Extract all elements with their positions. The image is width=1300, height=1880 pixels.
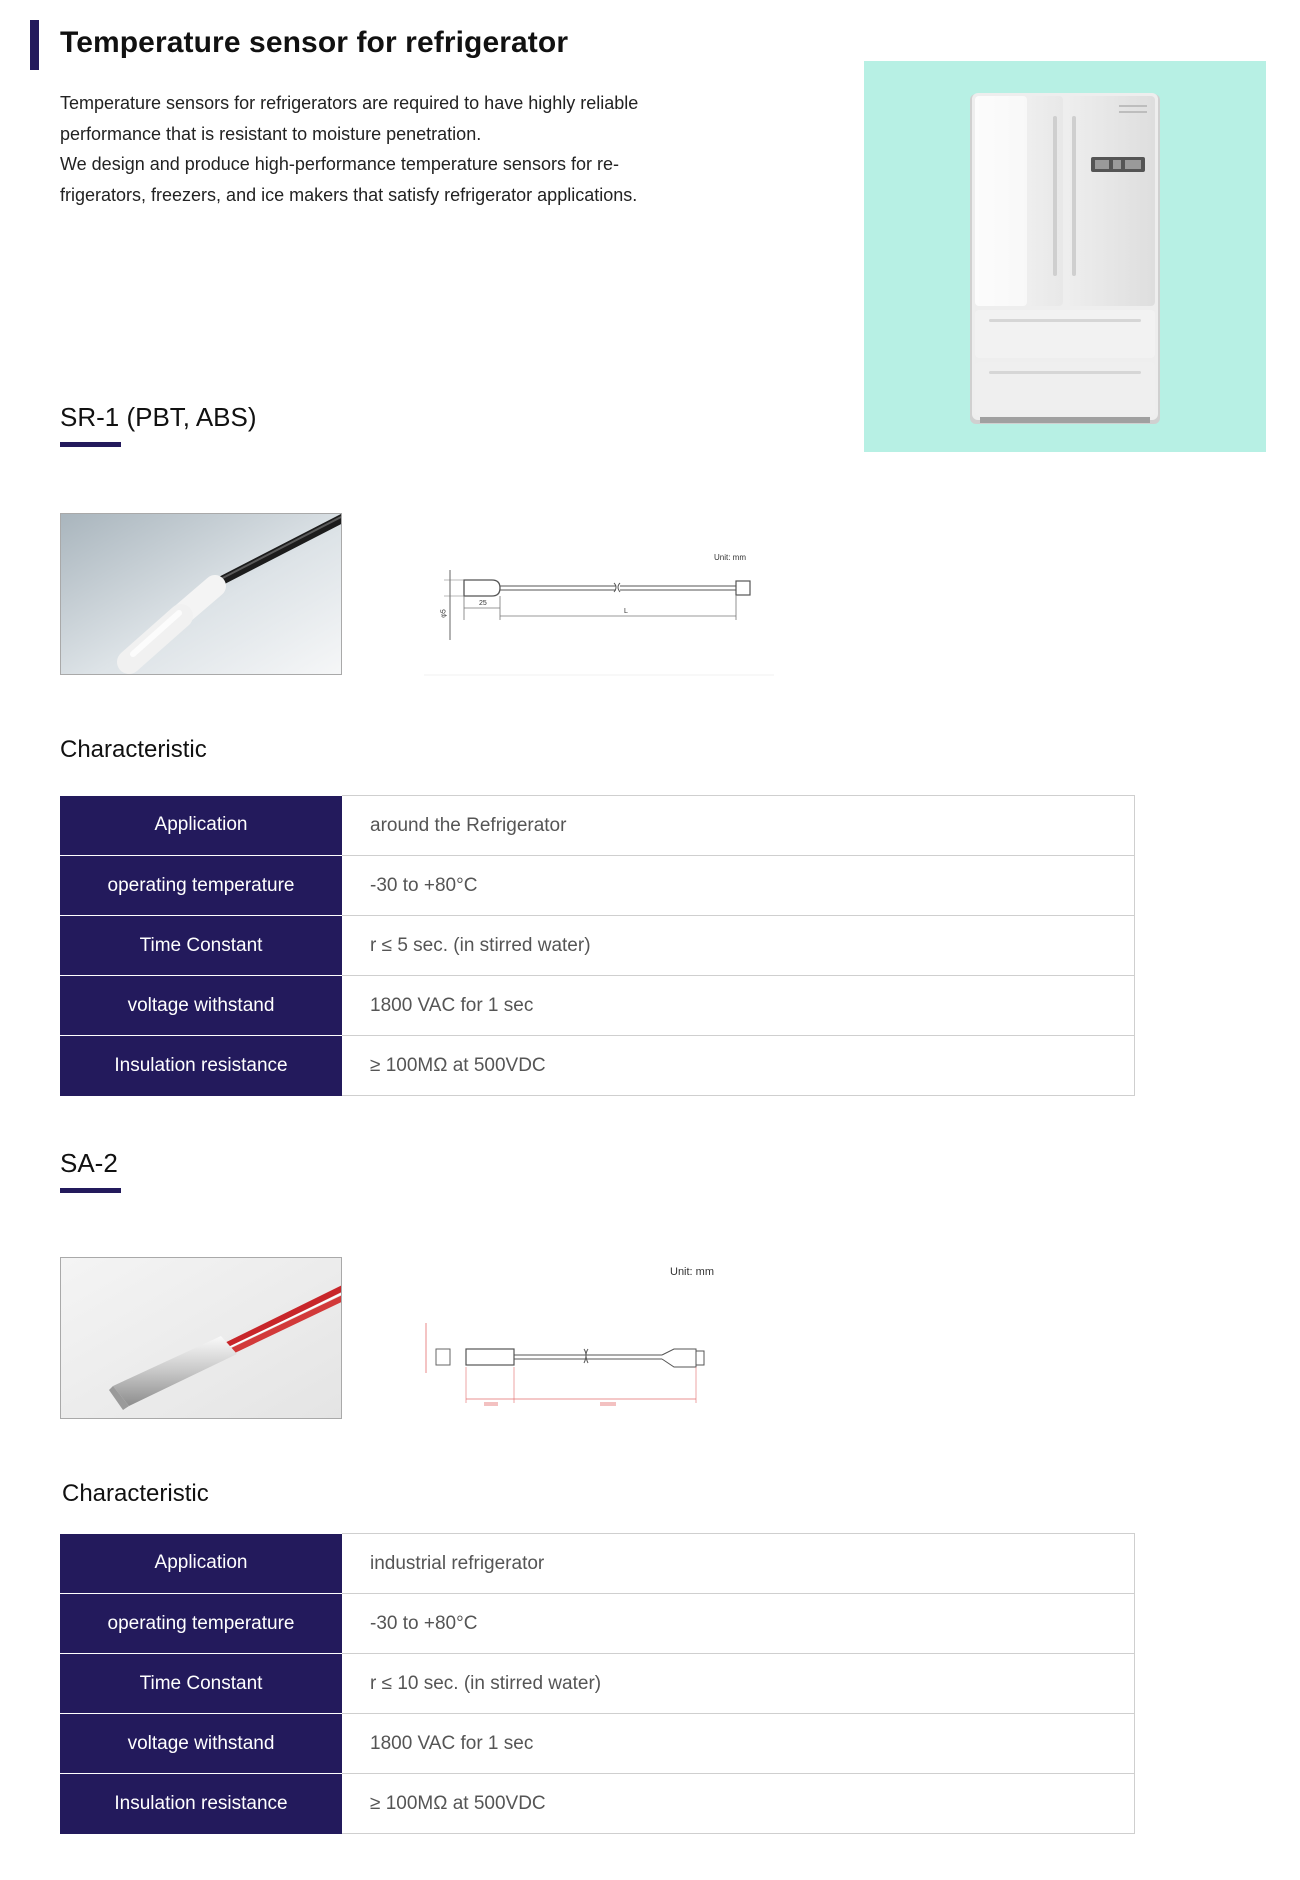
table-row (60, 1654, 1135, 1714)
spec-label: Application (60, 1534, 342, 1594)
page-title: Temperature sensor for refrigerator (60, 26, 569, 59)
intro-line: frigerators, freezers, and ice makers that satisfy refrigerator applications. (60, 184, 638, 205)
intro-line: performance that is resistant to moisture penetration. (60, 123, 482, 144)
spec-table (60, 1533, 1135, 1834)
spec-value: 1800 VAC for 1 sec (342, 1714, 1135, 1774)
spec-label: operating temperature (60, 1594, 342, 1654)
drawing-dimension-label: 25 (479, 600, 487, 607)
title-underline (60, 1188, 121, 1193)
spec-label: operating temperature (60, 856, 342, 916)
drawing-unit-label: Unit: mm (670, 1266, 714, 1278)
sensor-photo (60, 513, 342, 675)
table-row (60, 796, 1135, 856)
spec-label: voltage withstand (60, 1714, 342, 1774)
spec-label: Insulation resistance (60, 1036, 342, 1096)
spec-value: -30 to +80°C (342, 856, 1135, 916)
title-accent-bar (30, 20, 39, 70)
drawing-unit-label: Unit: mm (714, 553, 746, 562)
refrigerator-hero-image (864, 61, 1266, 452)
spec-table (60, 795, 1135, 1096)
characteristic-heading: Characteristic (60, 736, 207, 763)
table-row (60, 1594, 1135, 1654)
intro-line: We design and produce high-performance temperature sensors for re- (60, 154, 619, 174)
intro-text (60, 88, 700, 210)
table-row (60, 976, 1135, 1036)
product-title: SA-2 (60, 1148, 118, 1178)
table-row (60, 1774, 1135, 1834)
spec-value: r ≤ 5 sec. (in stirred water) (342, 916, 1135, 976)
characteristic-heading: Characteristic (62, 1480, 209, 1507)
sensor-photo (60, 1257, 342, 1419)
spec-label: Application (60, 796, 342, 856)
product-title: SR-1 (PBT, ABS) (60, 402, 257, 432)
spec-label: Time Constant (60, 1654, 342, 1714)
drawing-dimension-label: φ5 (440, 609, 448, 618)
spec-value: 1800 VAC for 1 sec (342, 976, 1135, 1036)
spec-value: ≥ 100MΩ at 500VDC (342, 1036, 1135, 1096)
spec-value: -30 to +80°C (342, 1594, 1135, 1654)
refrigerator-icon (864, 61, 1266, 452)
spec-value: ≥ 100MΩ at 500VDC (342, 1774, 1135, 1834)
sensor-dimension-drawing (424, 550, 774, 680)
table-row (60, 1534, 1135, 1594)
spec-label: voltage withstand (60, 976, 342, 1036)
table-row (60, 916, 1135, 976)
title-underline (60, 442, 121, 447)
table-row (60, 856, 1135, 916)
intro-line: Temperature sensors for refrigerators are required to have highly reliable (60, 93, 639, 113)
spec-value: industrial refrigerator (342, 1534, 1135, 1594)
spec-value: r ≤ 10 sec. (in stirred water) (342, 1654, 1135, 1714)
table-row (60, 1714, 1135, 1774)
drawing-dimension-label: L (624, 608, 628, 615)
spec-label: Insulation resistance (60, 1774, 342, 1834)
spec-label: Time Constant (60, 916, 342, 976)
table-row (60, 1036, 1135, 1096)
sensor-dimension-drawing (412, 1263, 742, 1423)
spec-value: around the Refrigerator (342, 796, 1135, 856)
